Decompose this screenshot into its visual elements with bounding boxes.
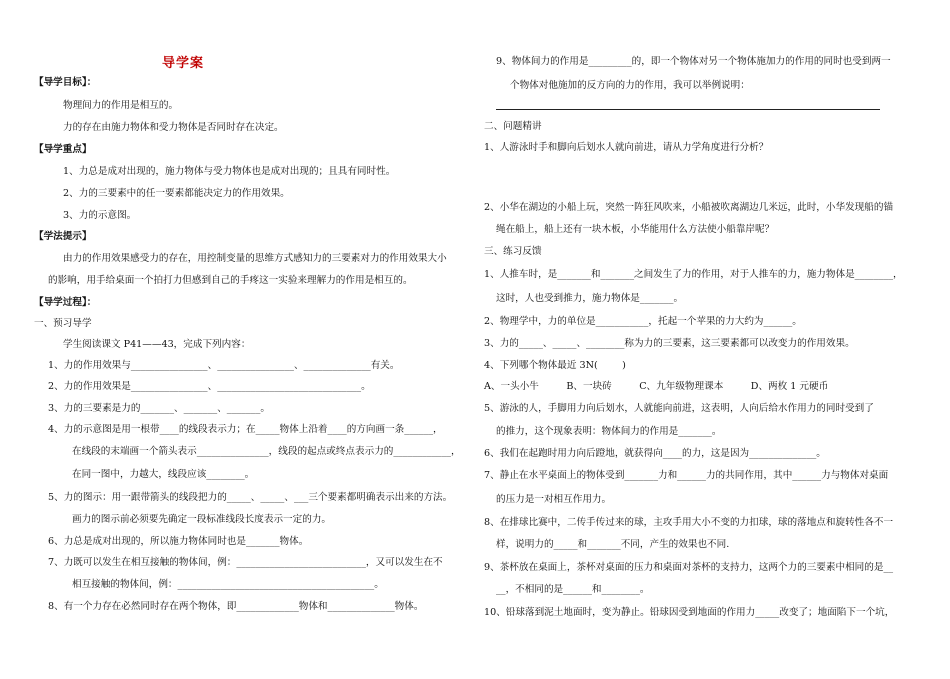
text-line: 1、力总是成对出现的，施力物体与受力物体也是成对出现的；且具有同时性。 xyxy=(63,166,396,177)
text-line: 2、物理学中，力的单位是___________，托起一个苹果的力大约为______。 xyxy=(484,316,802,327)
text-line: 5、力的图示：用一跟带箭头的线段把力的_____、_____、___三个要素都明确表示出来的方法。 xyxy=(48,492,453,503)
text-line: 2、小华在湖边的小船上玩，突然一阵狂风吹来，小船被吹离湖边几米远，此时，小华发现船的锚 xyxy=(484,202,894,213)
text-line: 三、练习反馈 xyxy=(484,246,542,257)
text-line: 10、铅球落到泥土地面时，变为静止。铅球因受到地面的作用力_____改变了；地面陷下一个坑， xyxy=(484,607,895,618)
text-line: 在线段的末端画一个箭头表示_______________，线段的起点或终点表示力的____________， xyxy=(72,446,461,457)
text-line: 二、问题精讲 xyxy=(484,121,542,132)
section-heading: 【导学目标】： xyxy=(34,77,97,88)
section-heading: 【导学过程】： xyxy=(34,297,97,308)
text-line: 4、下列哪个物体最近 3N( ) xyxy=(484,360,626,371)
text-line: 4、力的示意图是用一根带____的线段表示力；在_____物体上沿着____的方向画一条______， xyxy=(48,424,443,435)
text-line: 1、人推车时，是_______和_______之间发生了力的作用，对于人推车的力，施力物体是________， xyxy=(484,269,903,280)
text-line: 绳在船上，船上还有一块木板，小华能用什么方法使小船靠岸呢？ xyxy=(496,224,775,235)
text-line: 8、在排球比赛中，二传手传过来的球，主攻手用大小不变的力扣球，球的落地点和旋转性各不一 xyxy=(484,517,894,528)
text-line: 学生阅读课文 P41——43，完成下列内容： xyxy=(63,339,251,350)
text-line: 个物体对他施加的反方向的力的作用，我可以举例说明： xyxy=(510,80,750,91)
text-line: 的压力是一对相互作用力。 xyxy=(496,494,612,505)
section-heading: 【导学重点】 xyxy=(34,144,92,155)
text-line: 的推力，这个现象表明：物体间力的作用是_______。 xyxy=(496,426,722,437)
text-line: 3、力的示意图。 xyxy=(63,210,137,221)
text-line: 2、力的三要素中的任一要素都能决定力的作用效果。 xyxy=(63,188,290,199)
text-line: 9、物体间力的作用是_________的，即一个物体对另一个物体施加力的作用的同时也受到两一 xyxy=(496,56,891,67)
section-heading: 【学法提示】 xyxy=(34,231,92,242)
text-line: 样，说明力的_____和_______不同，产生的效果也不同. xyxy=(496,539,730,550)
text-line: __，不相同的是______和________。 xyxy=(496,584,650,595)
text-line: 相互接触的物体间，例：_________________________________________。 xyxy=(72,579,384,590)
text-line: 在同一图中，力越大，线段应该________。 xyxy=(72,469,255,480)
text-line: 一、预习导学 xyxy=(34,318,92,329)
text-line: 3、力的三要素是力的_______、_______、_______。 xyxy=(48,403,270,414)
text-line: 这时，人也受到推力，施力物体是_______。 xyxy=(496,293,684,304)
text-line: 7、静止在水平桌面上的物体受到_______力和______力的共同作用，其中______力与物体对桌面 xyxy=(484,470,889,481)
text-line: 1、力的作用效果与________________、________________、______________有关。 xyxy=(48,360,400,371)
text-line: 力的存在由施力物体和受力物体是否同时存在决定。 xyxy=(63,122,284,133)
text-line: 6、力总是成对出现的，所以施力物体同时也是_______物体。 xyxy=(48,536,309,547)
text-line: 画力的图示前必须要先确定一段标准线段长度表示一定的力。 xyxy=(72,514,332,525)
text-line: 1、人游泳时手和脚向后划水人就向前进，请从力学角度进行分析？ xyxy=(484,142,769,153)
text-line: 5、游泳的人，手脚用力向后划水，人就能向前进，这表明，人向后给水作用力的同时受到了 xyxy=(484,403,874,414)
text-line: 6、我们在起跑时用力向后蹬地，就获得向____的力，这是因为______________。 xyxy=(484,448,826,459)
text-line: 9、茶杯放在桌面上，茶杯对桌面的压力和桌面对茶杯的支持力，这两个力的三要素中相同的是__ xyxy=(484,562,894,573)
text-line: 7、力既可以发生在相互接触的物体间，例：___________________________，又可以发生在不 xyxy=(48,557,443,568)
answer-underline xyxy=(496,109,880,110)
page-title: 导学案 xyxy=(162,56,205,71)
text-line: 物理间力的作用是相互的。 xyxy=(63,100,179,111)
text-line: 8、有一个力存在必然同时存在两个物体，即_____________物体和______________物体。 xyxy=(48,601,424,612)
text-line: 的影响，用手给桌面一个拍打力但感到自己的手疼这一实验来理解力的作用是相互的。 xyxy=(48,275,413,286)
text-line: 2、力的作用效果是________________、______________________________。 xyxy=(48,381,371,392)
text-line: 由力的作用效果感受力的存在，用控制变量的思维方式感知力的三要素对力的作用效果大小 xyxy=(63,253,447,264)
text-line: 3、力的_____、_____、________称为力的三要素，这三要素都可以改变力的作用效果。 xyxy=(484,338,855,349)
text-line: A、一头小牛 B、一块砖 C、九年级物理课本 D、两枚 1 元硬币 xyxy=(484,381,829,392)
